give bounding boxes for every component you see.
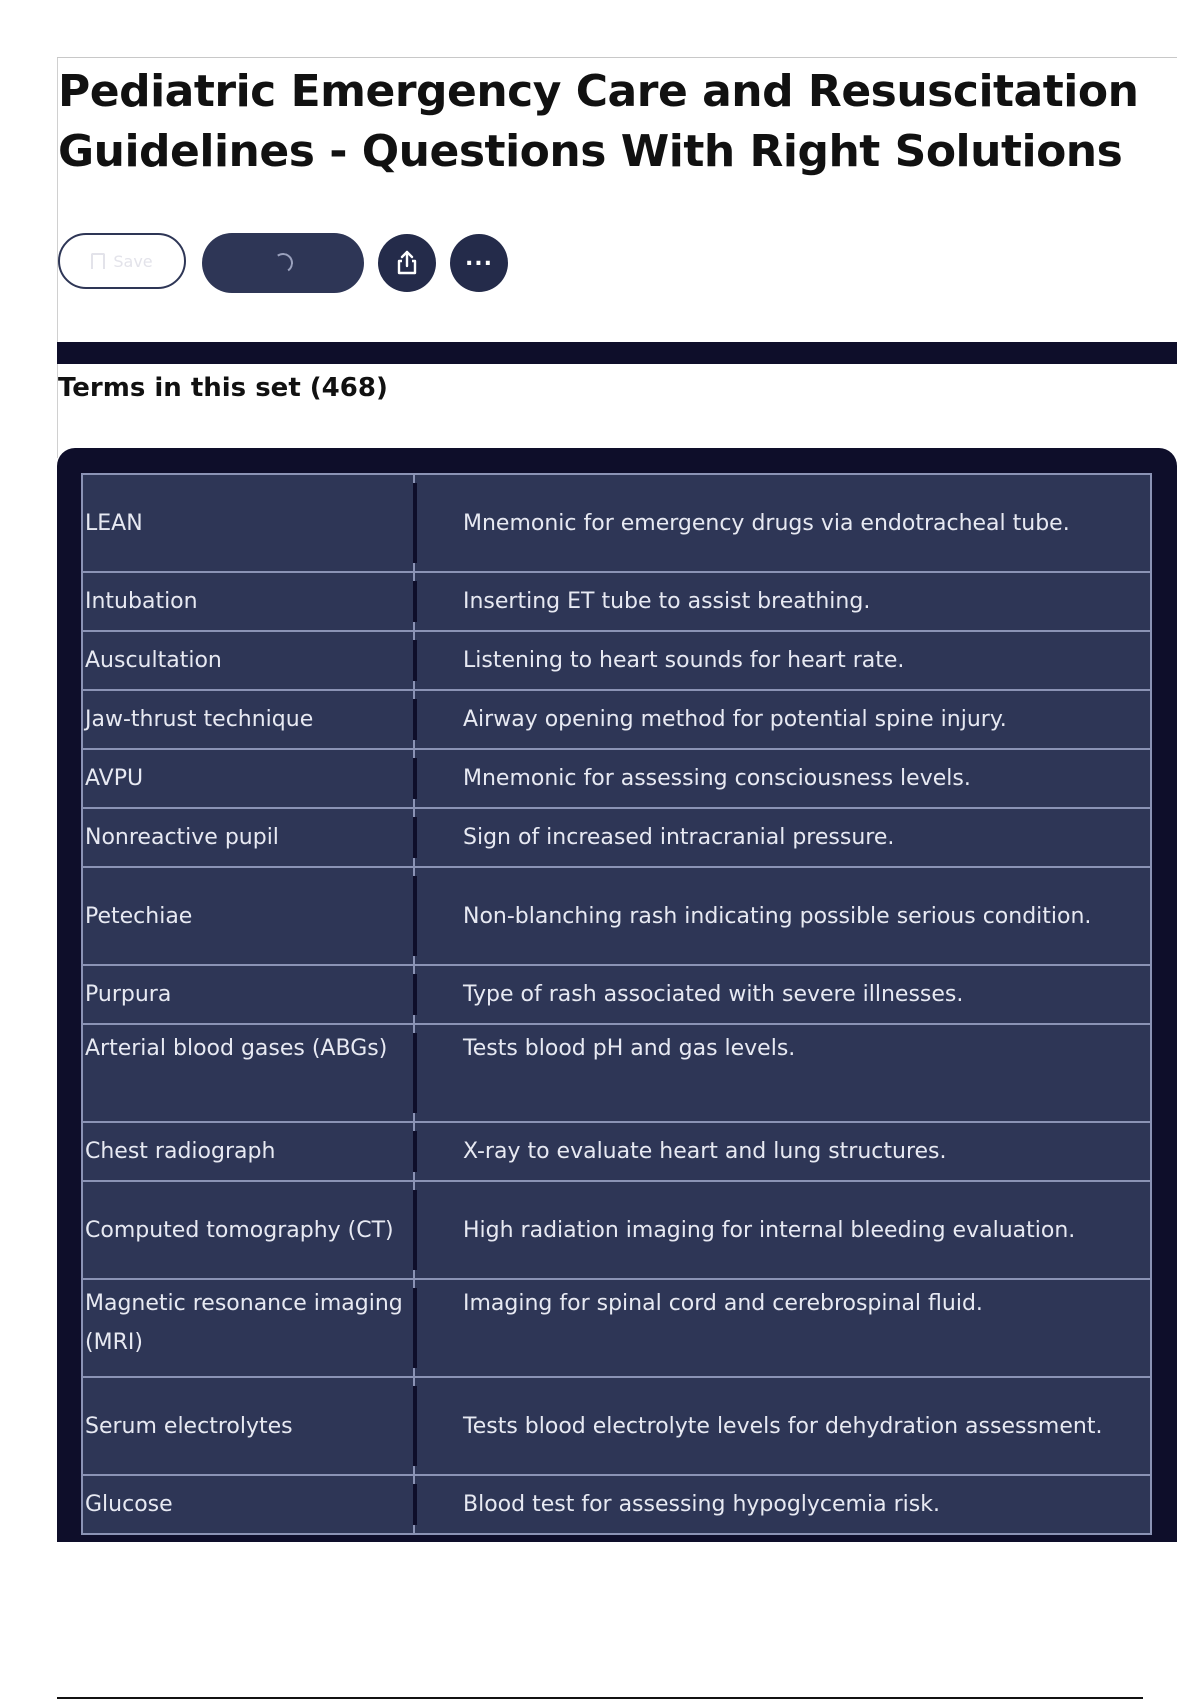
table-row	[82, 631, 1151, 690]
page-title: Pediatric Emergency Care and Resuscitation Guidelines - Questions With Right Solutions	[58, 66, 1139, 177]
share-button[interactable]	[378, 234, 436, 292]
term-cell: LEAN	[82, 474, 414, 572]
table-row	[82, 867, 1151, 965]
table-row	[82, 808, 1151, 867]
table-row	[82, 1475, 1151, 1534]
study-button[interactable]	[202, 233, 364, 293]
definition-cell: High radiation imaging for internal bleeding evaluation.	[414, 1181, 1151, 1279]
section-divider-bar	[57, 342, 1177, 364]
table-row	[82, 1377, 1151, 1475]
term-cell: Glucose	[82, 1475, 414, 1534]
table-row	[82, 749, 1151, 808]
definition-cell: Listening to heart sounds for heart rate.	[414, 631, 1151, 690]
bookmark-icon	[91, 253, 105, 269]
term-cell: Arterial blood gases (ABGs)	[82, 1024, 414, 1122]
term-cell: Computed tomography (CT)	[82, 1181, 414, 1279]
definition-cell: Non-blanching rash indicating possible serious condition.	[414, 867, 1151, 965]
definition-cell: Type of rash associated with severe illnesses.	[414, 965, 1151, 1024]
save-button[interactable]	[58, 233, 186, 289]
table-row	[82, 1279, 1151, 1377]
table-row	[82, 965, 1151, 1024]
term-cell: Intubation	[82, 572, 414, 631]
definition-cell: Blood test for assessing hypoglycemia risk.	[414, 1475, 1151, 1534]
save-button-label: Save	[113, 251, 153, 271]
terms-heading: Terms in this set (468)	[58, 373, 388, 403]
table-row	[82, 474, 1151, 572]
definition-cell: Sign of increased intracranial pressure.	[414, 808, 1151, 867]
table-row	[82, 1024, 1151, 1122]
definition-cell: Tests blood electrolyte levels for dehydration assessment.	[414, 1377, 1151, 1475]
definition-cell: Mnemonic for emergency drugs via endotracheal tube.	[414, 474, 1151, 572]
definition-cell: X-ray to evaluate heart and lung structures.	[414, 1122, 1151, 1181]
definition-cell: Airway opening method for potential spine injury.	[414, 690, 1151, 749]
term-cell: Auscultation	[82, 631, 414, 690]
term-cell: Serum electrolytes	[82, 1377, 414, 1475]
term-cell: Nonreactive pupil	[82, 808, 414, 867]
term-cell: Magnetic resonance imaging (MRI)	[82, 1279, 414, 1377]
table-row	[82, 1181, 1151, 1279]
share-icon	[394, 249, 420, 277]
terms-table	[81, 473, 1152, 1535]
bottom-divider	[57, 1697, 1143, 1699]
more-options-button[interactable]	[450, 234, 508, 292]
term-cell: Chest radiograph	[82, 1122, 414, 1181]
more-icon: ...	[464, 246, 494, 271]
term-cell: Jaw-thrust technique	[82, 690, 414, 749]
term-cell: Petechiae	[82, 867, 414, 965]
definition-cell: Mnemonic for assessing consciousness levels.	[414, 749, 1151, 808]
loading-spinner-icon	[271, 251, 294, 274]
table-row	[82, 1122, 1151, 1181]
term-cell: AVPU	[82, 749, 414, 808]
table-row	[82, 690, 1151, 749]
definition-cell: Imaging for spinal cord and cerebrospinal fluid.	[414, 1279, 1151, 1377]
definition-cell: Tests blood pH and gas levels.	[414, 1024, 1151, 1122]
definition-cell: Inserting ET tube to assist breathing.	[414, 572, 1151, 631]
table-row	[82, 572, 1151, 631]
top-divider	[57, 57, 1177, 58]
term-cell: Purpura	[82, 965, 414, 1024]
